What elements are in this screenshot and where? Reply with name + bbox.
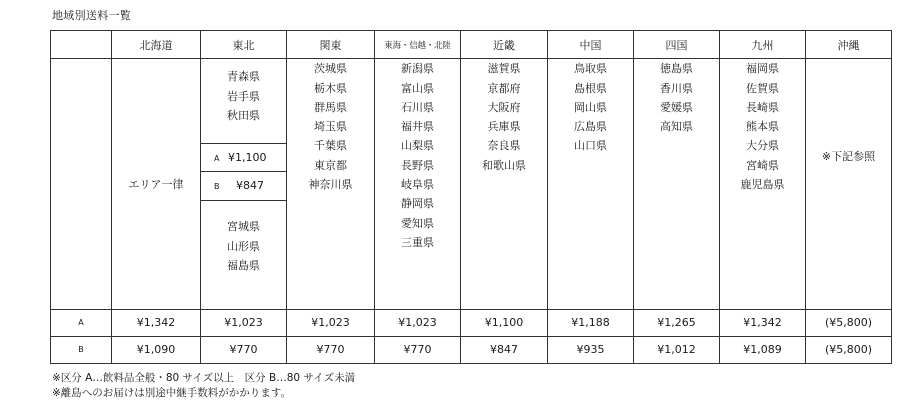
- prefecture-item: 長崎県: [746, 100, 779, 114]
- tohoku-south-prefectures: [201, 201, 286, 308]
- prefecture-item: 三重県: [401, 235, 434, 249]
- price-cell: (¥5,800): [806, 309, 892, 336]
- prefecture-item: 奈良県: [487, 139, 521, 153]
- chugoku-cell: [548, 59, 634, 309]
- price-cell: ¥1,342: [720, 309, 806, 336]
- price-cell: ¥1,023: [287, 309, 375, 336]
- shikoku-cell: [634, 59, 720, 309]
- prefecture-item: 高知県: [660, 120, 693, 134]
- prefecture-aomori: 青森県: [227, 70, 260, 84]
- price-cell: ¥847: [461, 336, 548, 363]
- tohoku-b-price: ¥847: [236, 179, 264, 193]
- prefecture-item: 福井県: [401, 120, 434, 134]
- prefecture-item: 静岡県: [401, 197, 434, 211]
- prefecture-item: 山口県: [574, 139, 607, 153]
- prefecture-item: 和歌山県: [482, 158, 526, 172]
- price-cell: ¥770: [287, 336, 375, 363]
- kyushu-cell: [720, 59, 806, 309]
- prefecture-item: 香川県: [660, 81, 693, 95]
- prefecture-item: 佐賀県: [746, 81, 779, 95]
- prefecture-fukushima: 福島県: [227, 258, 260, 272]
- prefecture-item: 鹿児島県: [740, 178, 785, 192]
- okinawa-see-below-note: ※下記参照: [821, 149, 876, 163]
- tokai-cell: [375, 59, 461, 309]
- tohoku-north-price-b: [201, 172, 286, 201]
- prefecture-item: 京都府: [487, 81, 521, 95]
- prefecture-item: 広島県: [574, 120, 607, 134]
- tohoku-a-price: ¥1,100: [228, 151, 267, 165]
- prefecture-item: 神奈川県: [308, 178, 353, 192]
- prefecture-item: 茨城県: [314, 62, 347, 76]
- price-cell: ¥1,188: [548, 309, 634, 336]
- header-kanto: 関東: [287, 31, 375, 59]
- prefecture-item: 富山県: [401, 81, 434, 95]
- okinawa-cell: [806, 59, 892, 309]
- prefecture-item: 岐阜県: [401, 178, 434, 192]
- footnote-category: ※区分 A…飲料品全般・80 サイズ以上 区分 B…80 サイズ未満: [52, 372, 356, 384]
- footnotes: [52, 371, 355, 400]
- header-tohoku: 東北: [201, 31, 287, 59]
- tohoku-a-label: A: [214, 154, 220, 164]
- price-cell: ¥1,342: [112, 309, 201, 336]
- price-cell: ¥935: [548, 336, 634, 363]
- prefecture-item: 大分県: [746, 139, 779, 153]
- prefecture-item: 石川県: [401, 100, 434, 114]
- prefecture-item: 島根県: [574, 81, 607, 95]
- page-title: 地域別送料一覧: [52, 9, 132, 22]
- kinki-cell: [461, 59, 548, 309]
- header-okinawa: 沖縄: [806, 31, 892, 59]
- prefecture-item: 千葉県: [314, 139, 347, 153]
- prefecture-item: 埼玉県: [314, 120, 347, 134]
- tohoku-north-price-a: [201, 144, 286, 172]
- prefecture-item: 群馬県: [314, 100, 347, 114]
- row-a-label: A: [51, 309, 112, 336]
- tohoku-b-label: B: [214, 182, 220, 192]
- tohoku-north-prefectures: [201, 59, 286, 144]
- price-row-b: [51, 336, 892, 363]
- header-blank-cell: [51, 31, 112, 59]
- row-b-label: B: [51, 336, 112, 363]
- tohoku-cell: [201, 59, 287, 309]
- header-row: [51, 31, 892, 59]
- price-cell: ¥1,090: [112, 336, 201, 363]
- prefecture-akita: 秋田県: [227, 108, 260, 122]
- price-cell: ¥1,012: [634, 336, 720, 363]
- price-cell: ¥1,023: [375, 309, 461, 336]
- prefecture-item: 新潟県: [401, 62, 434, 76]
- prefecture-item: 東京都: [314, 158, 347, 172]
- prefecture-iwate: 岩手県: [227, 89, 260, 103]
- prefecture-miyagi: 宮城県: [227, 220, 260, 234]
- hokkaido-uniform-label: エリア一律: [128, 177, 184, 191]
- header-shikoku: 四国: [634, 31, 720, 59]
- price-cell: ¥1,265: [634, 309, 720, 336]
- prefecture-item: 福岡県: [746, 62, 779, 76]
- prefecture-item: 大阪府: [487, 100, 521, 114]
- footnote-remote-islands: ※離島へのお届けは別途中継手数料がかかります。: [52, 386, 291, 399]
- prefecture-item: 鳥取県: [574, 62, 607, 76]
- header-tokai-shinetsu-hokuriku: 東海・信越・北陸: [375, 31, 461, 59]
- prefecture-item: 長野県: [401, 158, 434, 172]
- price-row-a: [51, 309, 892, 336]
- hokkaido-cell: [112, 59, 201, 309]
- header-hokkaido: 北海道: [112, 31, 201, 59]
- prefecture-item: 山梨県: [401, 139, 434, 153]
- price-cell: ¥1,100: [461, 309, 548, 336]
- prefecture-item: 徳島県: [660, 62, 693, 76]
- price-cell: ¥770: [375, 336, 461, 363]
- prefecture-item: 熊本県: [746, 120, 779, 134]
- shipping-rate-table: [50, 30, 892, 364]
- header-kinki: 近畿: [461, 31, 548, 59]
- prefecture-yamagata: 山形県: [227, 239, 260, 253]
- price-cell: ¥1,023: [201, 309, 287, 336]
- prefecture-item: 兵庫県: [487, 120, 521, 134]
- prefecture-item: 愛媛県: [660, 100, 693, 114]
- price-cell: (¥5,800): [806, 336, 892, 363]
- price-cell: ¥1,089: [720, 336, 806, 363]
- header-kyushu: 九州: [720, 31, 806, 59]
- prefecture-item: 栃木県: [314, 81, 347, 95]
- prefecture-item: 滋賀県: [487, 62, 521, 76]
- prefecture-item: 岡山県: [574, 100, 607, 114]
- prefecture-item: 宮崎県: [746, 158, 779, 172]
- prefecture-row: [51, 59, 892, 309]
- header-chugoku: 中国: [548, 31, 634, 59]
- price-cell: ¥770: [201, 336, 287, 363]
- kanto-cell: [287, 59, 375, 309]
- prefecture-item: 愛知県: [401, 216, 434, 230]
- prefecture-blank-cell: [51, 59, 112, 309]
